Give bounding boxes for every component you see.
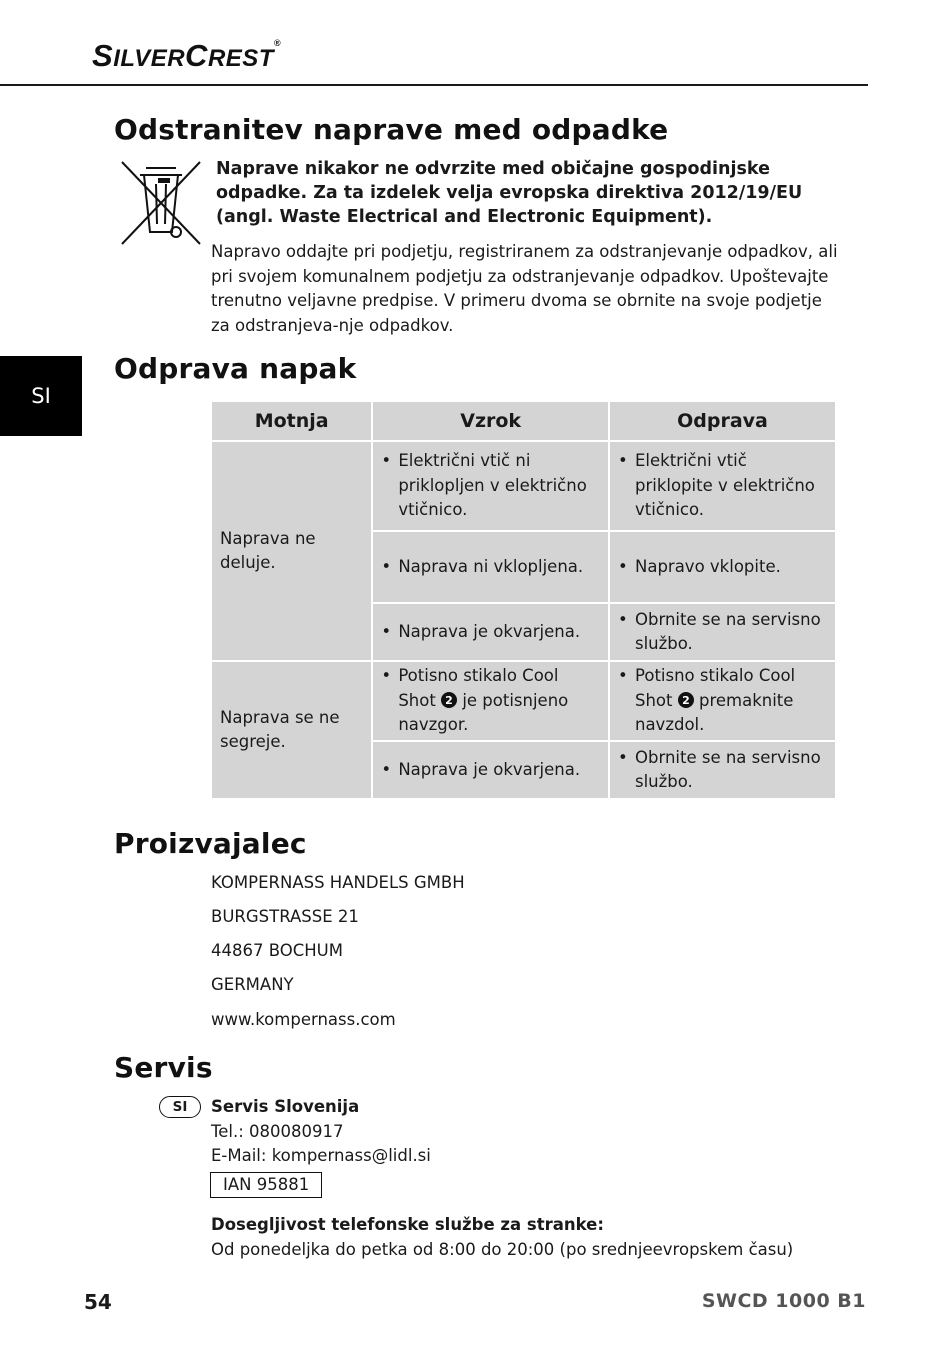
problem-cell: Naprava se ne segreje. bbox=[212, 662, 371, 798]
manufacturer-title: Proizvajalec bbox=[114, 827, 307, 860]
crossed-out-wheelie-bin-icon bbox=[120, 158, 202, 248]
disposal-text: Napravo oddajte pri podjetju, registriranem za odstranjevanje odpadkov, ali pri svojem komunalnem podjetju za odstranjevanje odpadkov. Upoštevajte trenutno veljavne predpise. V primeru dvoma se obrnite na svoje podjetje za odstranjeva-nje odpadkov. bbox=[211, 242, 838, 335]
disposal-title: Odstranitev naprave med odpadke bbox=[114, 113, 669, 146]
svg-text:2: 2 bbox=[445, 693, 453, 707]
address-line: BURGSTRASSE 21 bbox=[211, 907, 359, 926]
table-row bbox=[212, 662, 835, 740]
remedy-cell: • Potisno stikalo Cool Shot 2 premaknite navzdol. bbox=[610, 662, 835, 740]
address-line: GERMANY bbox=[211, 975, 294, 994]
website-link[interactable]: www.kompernass.com bbox=[211, 1010, 396, 1029]
page-number: 54 bbox=[84, 1290, 112, 1314]
remedy-cell: • Električni vtič priklopite v električno vtičnico. bbox=[610, 442, 835, 530]
cause-cell: • Električni vtič ni priklopljen v električno vtičnico. bbox=[373, 442, 608, 530]
service-email[interactable]: E-Mail: kompernass@lidl.si bbox=[211, 1146, 431, 1165]
remedy-cell: • Napravo vklopite. bbox=[610, 532, 835, 602]
cause-cell: • Naprava je okvarjena. bbox=[373, 604, 608, 660]
disposal-warning: Naprave nikakor ne odvrzite med običajne gospodinjske odpadke. Za ta izdelek velja evropska direktiva 2012/19/EU (angl. Waste Electrical and Electronic Equipment). bbox=[216, 159, 803, 227]
model-number: SWCD 1000 B1 bbox=[701, 1290, 866, 1312]
number-2-circle-icon bbox=[441, 692, 457, 708]
silvercrest-logo: SILVERCREST® bbox=[92, 38, 282, 73]
language-tab: SI bbox=[0, 356, 82, 436]
cause-cell: • Potisno stikalo Cool Shot 2 je potisnjeno navzgor. bbox=[373, 662, 608, 740]
column-header-cause: Vzrok bbox=[373, 402, 608, 440]
header-rule bbox=[0, 84, 868, 86]
table-header-row bbox=[212, 402, 835, 440]
service-phone: Tel.: 080080917 bbox=[211, 1122, 344, 1141]
cause-cell: • Naprava je okvarjena. bbox=[373, 742, 608, 798]
table-row bbox=[212, 442, 835, 530]
service-name: Servis Slovenija bbox=[211, 1097, 360, 1116]
troubleshooting-table bbox=[210, 400, 837, 800]
column-header-remedy: Odprava bbox=[610, 402, 835, 440]
address-line: 44867 BOCHUM bbox=[211, 941, 343, 960]
ian-box: IAN 95881 bbox=[210, 1172, 322, 1198]
cause-cell: • Naprava ni vklopljena. bbox=[373, 532, 608, 602]
hours-text: Od ponedeljka do petka od 8:00 do 20:00 (po srednjeevropskem času) bbox=[211, 1240, 794, 1259]
column-header-problem: Motnja bbox=[212, 402, 371, 440]
problem-cell: Naprava ne deluje. bbox=[212, 442, 371, 660]
hours-title: Dosegljivost telefonske službe za stranke: bbox=[211, 1215, 604, 1234]
country-badge: SI bbox=[159, 1096, 201, 1118]
troubleshooting-title: Odprava napak bbox=[114, 352, 357, 385]
number-2-circle-icon bbox=[678, 692, 694, 708]
address-line: KOMPERNASS HANDELS GMBH bbox=[211, 873, 465, 892]
svg-text:2: 2 bbox=[681, 693, 690, 707]
remedy-cell: • Obrnite se na servisno službo. bbox=[610, 742, 835, 798]
service-title: Servis bbox=[114, 1051, 213, 1084]
remedy-cell: • Obrnite se na servisno službo. bbox=[610, 604, 835, 660]
